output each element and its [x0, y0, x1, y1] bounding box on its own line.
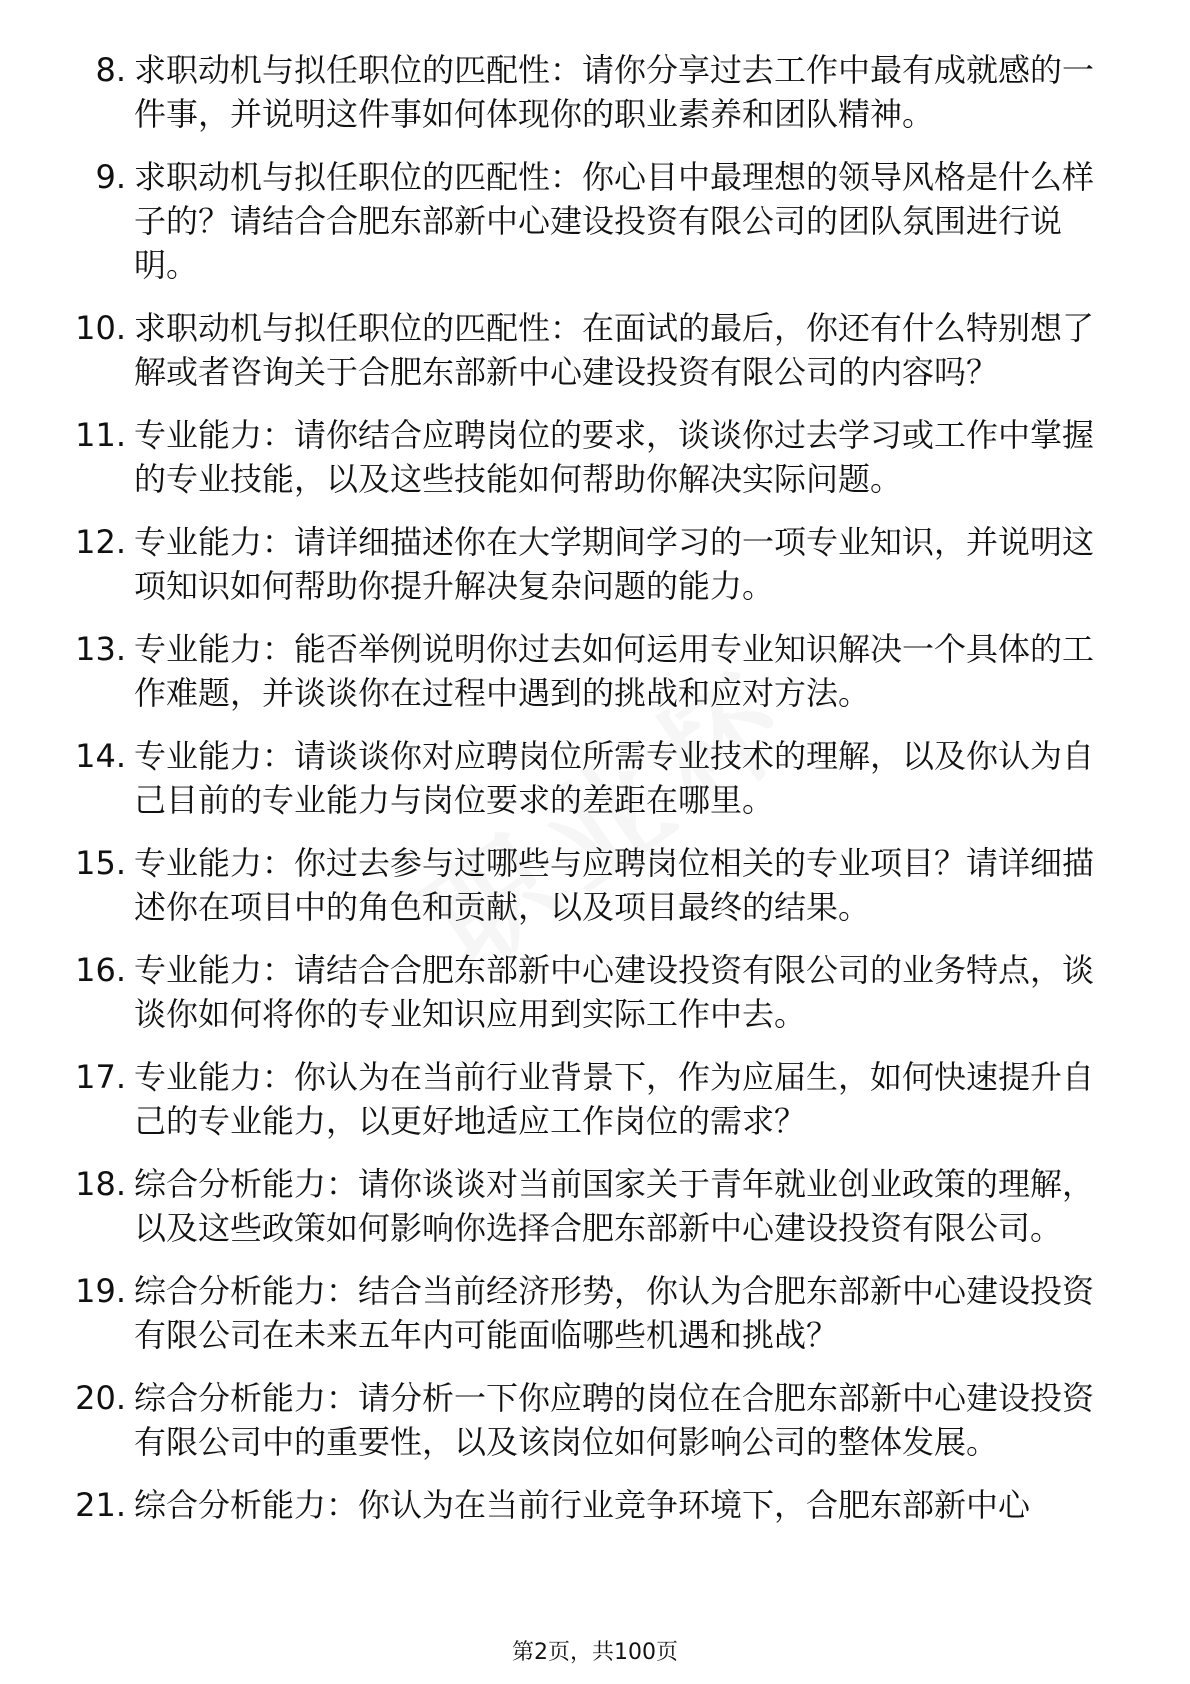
question-text: 综合分析能力：请分析一下你应聘的岗位在合肥东部新中心建设投资有限公司中的重要性，以及该岗位如何影响公司的整体发展。: [134, 1379, 1095, 1461]
list-item: [62, 155, 1122, 287]
question-number: 19.: [75, 1272, 126, 1310]
list-item: [62, 1055, 1122, 1143]
question-number: 12.: [75, 523, 126, 561]
list-item: [62, 734, 1122, 822]
list-item: [62, 1162, 1122, 1250]
list-item: [62, 627, 1122, 715]
question-text: 专业能力：能否举例说明你过去如何运用专业知识解决一个具体的工作难题，并谈谈你在过程中遇到的挑战和应对方法。: [134, 630, 1095, 712]
question-text: 综合分析能力：你认为在当前行业竞争环境下，合肥东部新中心: [134, 1486, 1031, 1524]
question-number: 8.: [95, 51, 126, 89]
question-text: 综合分析能力：请你谈谈对当前国家关于青年就业创业政策的理解，以及这些政策如何影响你选择合肥东部新中心建设投资有限公司。: [134, 1165, 1095, 1247]
page-number-label: 第2页，共100页: [512, 1640, 678, 1665]
list-item: [62, 1483, 1122, 1527]
question-text: 专业能力：你过去参与过哪些与应聘岗位相关的专业项目？请详细描述你在项目中的角色和贡献，以及项目最终的结果。: [134, 844, 1095, 926]
list-item: [62, 306, 1122, 394]
question-number: 21.: [75, 1486, 126, 1524]
question-number: 17.: [75, 1058, 126, 1096]
question-list: [62, 48, 1122, 1546]
question-number: 9.: [95, 158, 126, 196]
question-number: 10.: [75, 309, 126, 347]
question-text: 求职动机与拟任职位的匹配性：在面试的最后，你还有什么特别想了解或者咨询关于合肥东部新中心建设投资有限公司的内容吗？: [134, 309, 1095, 391]
question-number: 15.: [75, 844, 126, 882]
question-text: 求职动机与拟任职位的匹配性：你心目中最理想的领导风格是什么样子的？请结合合肥东部新中心建设投资有限公司的团队氛围进行说明。: [134, 158, 1095, 284]
question-text: 综合分析能力：结合当前经济形势，你认为合肥东部新中心建设投资有限公司在未来五年内可能面临哪些机遇和挑战？: [134, 1272, 1095, 1354]
question-text: 专业能力：请谈谈你对应聘岗位所需专业技术的理解，以及你认为自己目前的专业能力与岗位要求的差距在哪里。: [134, 737, 1095, 819]
question-number: 14.: [75, 737, 126, 775]
list-item: [62, 413, 1122, 501]
question-number: 13.: [75, 630, 126, 668]
list-item: [62, 520, 1122, 608]
question-number: 20.: [75, 1379, 126, 1417]
question-text: 专业能力：请详细描述你在大学期间学习的一项专业知识，并说明这项知识如何帮助你提升解决复杂问题的能力。: [134, 523, 1095, 605]
question-number: 16.: [75, 951, 126, 989]
question-text: 专业能力：你认为在当前行业背景下，作为应届生，如何快速提升自己的专业能力，以更好地适应工作岗位的需求？: [134, 1058, 1095, 1140]
page-footer: [0, 1638, 1190, 1668]
question-text: 专业能力：请你结合应聘岗位的要求，谈谈你过去学习或工作中掌握的专业技能，以及这些技能如何帮助你解决实际问题。: [134, 416, 1095, 498]
list-item: [62, 1376, 1122, 1464]
question-text: 求职动机与拟任职位的匹配性：请你分享过去工作中最有成就感的一件事，并说明这件事如何体现你的职业素养和团队精神。: [134, 51, 1095, 133]
list-item: [62, 1269, 1122, 1357]
question-text: 专业能力：请结合合肥东部新中心建设投资有限公司的业务特点，谈谈你如何将你的专业知识应用到实际工作中去。: [134, 951, 1095, 1033]
question-number: 18.: [75, 1165, 126, 1203]
list-item: [62, 841, 1122, 929]
list-item: [62, 948, 1122, 1036]
list-item: [62, 48, 1122, 136]
question-number: 11.: [75, 416, 126, 454]
